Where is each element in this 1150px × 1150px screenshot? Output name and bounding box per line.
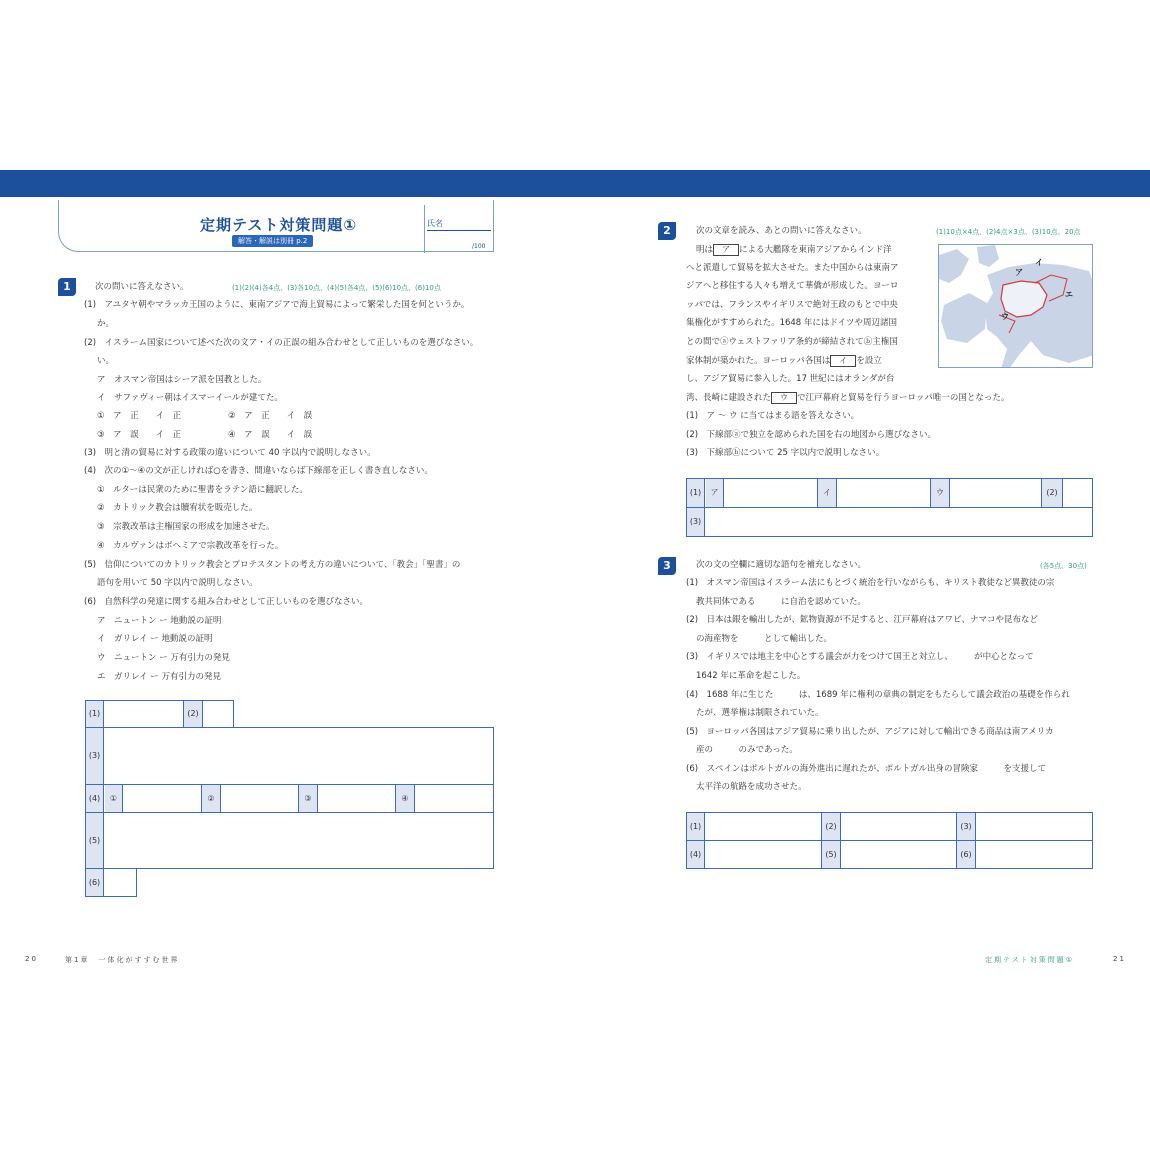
answer-label: (5) bbox=[821, 841, 841, 868]
header-band bbox=[0, 170, 1150, 197]
q1-item: (1) アユタヤ朝やマラッカ王国のように、東南アジアで海上貿易によって繁栄した国を何というか。 bbox=[84, 300, 470, 310]
q2-text-rest: による大艦隊を東南アジアからインド洋 bbox=[739, 245, 892, 255]
answer-field-q1-4-4[interactable] bbox=[416, 785, 493, 812]
q1-item: (6) 自然科学の発達に関する組み合わせとして正しいものを選びなさい。 bbox=[84, 597, 369, 607]
question-number-3: 3 bbox=[658, 557, 676, 575]
q1-item: い。 bbox=[97, 356, 115, 366]
q3-item: の海産物を として輸出した。 bbox=[696, 634, 833, 644]
q2-text-line bbox=[696, 244, 892, 256]
q3-item: (5) ヨーロッパ各国はアジア貿易に乗り出したが、アジアに対して輸出できる商品は南アメリカ bbox=[686, 727, 1054, 737]
q1-points: (1)(2)(4)各4点、(3)各10点、(4)(5)各4点、(5)(6)10点、(6)10点 bbox=[232, 284, 441, 292]
q3-item: (1) オスマン帝国はイスラーム法にもとづく統治を行いながらも、キリスト教徒など異教徒の宗 bbox=[686, 578, 1055, 588]
answer-field-q2-a[interactable] bbox=[725, 479, 817, 507]
q1-instruction: 次の問いに答えなさい。 bbox=[95, 282, 189, 292]
answer-label: (6) bbox=[956, 841, 976, 868]
q1-statement: ④ カルヴァンはボヘミアで宗教改革を行った。 bbox=[97, 541, 284, 551]
q3-item: たが、選挙権は制限されていた。 bbox=[696, 708, 824, 718]
page-number-left: 20 bbox=[25, 955, 38, 963]
q1-choice: エ ガリレイ ー 万有引力の発見 bbox=[97, 672, 221, 682]
q2-text-line: 集権化がすすめられた。1648 年にはドイツや周辺諸国 bbox=[686, 318, 897, 328]
answer-field-q3-6[interactable] bbox=[977, 841, 1092, 868]
answer-field-q3-4[interactable] bbox=[706, 841, 821, 868]
answer-label: (1) bbox=[687, 813, 705, 840]
answer-label: (3) bbox=[687, 508, 705, 536]
map-image bbox=[939, 245, 1093, 368]
answer-label: (4) bbox=[86, 785, 104, 812]
q2-text-line: 家体制が築かれた。ヨーロッパ各国は イ を設立 bbox=[686, 356, 882, 366]
q2-text-line: ッパでは、フランスやイギリスで絶対王政のもとで中央 bbox=[686, 300, 898, 310]
q3-item: 太平洋の航路を成功させた。 bbox=[696, 782, 807, 792]
q1-item: (2) イスラーム国家について述べた次の文ア・イの正誤の組み合わせとして正しいものを選びなさい。 bbox=[84, 338, 479, 348]
blank-i: イ bbox=[830, 355, 856, 367]
answer-field-q1-2[interactable] bbox=[204, 701, 233, 727]
map-label-i: イ bbox=[1035, 258, 1043, 267]
q1-choice: イ ガリレイ ー 地動説の証明 bbox=[97, 634, 213, 644]
answer-label: イ bbox=[817, 479, 837, 507]
q1-item: (5) 信仰についてのカトリック教会とプロテスタントの考え方の違いについて、「教会」「聖書」の bbox=[84, 560, 461, 570]
answer-label: ア bbox=[706, 479, 724, 507]
answer-label: ③ bbox=[298, 785, 318, 812]
answer-field-q3-1[interactable] bbox=[706, 813, 821, 840]
name-input-line[interactable] bbox=[427, 230, 491, 231]
q2-text-line: との間でⓐウェストファリア条約が締結されてⓑ主権国 bbox=[686, 337, 898, 347]
q3-item: (4) 1688 年に生じた は、1689 年に権利の章典の制定をもたらして議会政治の基礎を作られ bbox=[686, 690, 1070, 700]
question-number-2: 2 bbox=[658, 222, 676, 240]
q1-statement: イ サファヴィー朝はイスマーイールが建てた。 bbox=[97, 393, 283, 403]
answer-label: (2) bbox=[821, 813, 841, 840]
q1-item: か。 bbox=[97, 319, 115, 329]
q1-item: 語句を用いて 50 字以内で説明しなさい。 bbox=[97, 578, 258, 588]
answer-field-q1-3[interactable] bbox=[85, 727, 494, 785]
q3-points: (各5点、30点) bbox=[1040, 562, 1087, 570]
answer-label: ② bbox=[201, 785, 221, 812]
answer-field-q3-5[interactable] bbox=[842, 841, 956, 868]
answer-label: (1) bbox=[86, 701, 104, 727]
q1-statement: ③ 宗教改革は主権国家の形成を加速させた。 bbox=[97, 522, 275, 532]
q1-item: (3) 明と清の貿易に対する政策の違いについて 40 字以内で説明しなさい。 bbox=[84, 448, 376, 458]
q1-item: (4) 次の①〜④の文が正しければ○を書き、間違いならば下線部を正しく書き直しなさい。 bbox=[84, 466, 433, 476]
answer-field-q2-2[interactable] bbox=[1064, 479, 1092, 507]
answer-label: (4) bbox=[687, 841, 705, 868]
question-number-1: 1 bbox=[58, 278, 76, 296]
answer-field-q1-4-3[interactable] bbox=[319, 785, 395, 812]
answer-label: (3) bbox=[956, 813, 976, 840]
answer-reference-badge: 解答・解説は別冊 p.2 bbox=[232, 235, 313, 247]
q1-choice: ① ア 正 イ 正 bbox=[97, 411, 182, 421]
answer-field-q3-2[interactable] bbox=[842, 813, 956, 840]
score-label: /100 bbox=[472, 243, 486, 250]
page-title: 定期テスト対策問題① bbox=[200, 216, 358, 234]
q2-text-line: 湾、長崎に建設された ウ で江戸幕府と貿易を行うヨーロッパ唯一の国となった。 bbox=[686, 393, 1010, 403]
q2-text-prefix: 明は bbox=[696, 245, 714, 255]
q2-text-line: し、アジア貿易に参入した。17 世紀にはオランダが台 bbox=[686, 374, 895, 384]
q3-item: 産の のみであった。 bbox=[696, 745, 798, 755]
q2-question: (3) 下線部ⓑについて 25 字以内で説明しなさい。 bbox=[686, 448, 885, 458]
answer-field-q2-i[interactable] bbox=[838, 479, 930, 507]
answer-label: ① bbox=[105, 785, 123, 812]
answer-field-q2-u[interactable] bbox=[951, 479, 1041, 507]
name-label: 氏名 bbox=[427, 219, 443, 228]
answer-label: (3) bbox=[86, 728, 104, 784]
q2-text-line: へと派遣して貿易を拡大させた。また中国からは東南ア bbox=[686, 263, 899, 273]
q3-item: (3) イギリスでは地主を中心とする議会が力をつけて国王と対立し、 が中心となって bbox=[686, 652, 1034, 662]
answer-label: (5) bbox=[86, 813, 104, 868]
q1-choice: ③ ア 誤 イ 正 bbox=[97, 430, 182, 440]
map-label-a: ア bbox=[1015, 268, 1023, 277]
q2-points: (1)10点×4点、(2)4点×3点、(3)10点、20点 bbox=[936, 228, 1081, 236]
answer-label: (1) bbox=[687, 479, 705, 507]
map-label-u: ウ bbox=[1001, 312, 1009, 321]
q1-choice: ④ ア 誤 イ 誤 bbox=[228, 430, 313, 440]
answer-label: (6) bbox=[86, 869, 104, 896]
answer-label: ④ bbox=[395, 785, 415, 812]
q3-instruction: 次の文の空欄に適切な語句を補充しなさい。 bbox=[696, 560, 867, 570]
chapter-title: 第1章 一体化がすすむ世界 bbox=[65, 956, 180, 964]
q1-statement: ア オスマン帝国はシーア派を国教とした。 bbox=[97, 375, 267, 385]
page-number-right: 21 bbox=[1113, 955, 1126, 963]
q2-text-line: ジアへと移住する人々も増えて華僑が形成した。ヨーロ bbox=[686, 281, 899, 291]
q2-instruction: 次の文章を読み、あとの問いに答えなさい。 bbox=[696, 226, 867, 236]
answer-field-q1-4-1[interactable] bbox=[124, 785, 201, 812]
answer-field-q2-3[interactable] bbox=[686, 507, 1093, 537]
answer-label: (2) bbox=[1041, 479, 1063, 507]
answer-field-q3-3[interactable] bbox=[977, 813, 1092, 840]
q2-question: (2) 下線部ⓐで独立を認められた国を右の地図から選びなさい。 bbox=[686, 430, 937, 440]
right-page-title: 定期テスト対策問題① bbox=[985, 956, 1074, 964]
q2-question: (1) ア 〜 ウ に当てはまる語を答えなさい。 bbox=[686, 411, 860, 421]
blank-a: ア bbox=[713, 244, 739, 256]
answer-field-q1-1[interactable] bbox=[105, 701, 183, 727]
europe-map[interactable] bbox=[938, 244, 1093, 368]
map-label-e: エ bbox=[1065, 290, 1073, 299]
q3-item: 1642 年に革命を起こした。 bbox=[696, 671, 806, 681]
answer-field-q1-4-2[interactable] bbox=[222, 785, 298, 812]
answer-field-q1-5[interactable] bbox=[85, 812, 494, 869]
q3-item: (2) 日本は銀を輸出したが、鉱物資源が不足すると、江戸幕府はアワビ、ナマコや昆布など bbox=[686, 615, 1038, 625]
q1-choice: ② ア 正 イ 誤 bbox=[228, 411, 313, 421]
answer-label: ウ bbox=[930, 479, 950, 507]
q1-statement: ② カトリック教会は贖宥状を販売した。 bbox=[97, 503, 258, 513]
q3-item: (6) スペインはポルトガルの海外進出に遅れたが、ポルトガル出身の冒険家 を支援して bbox=[686, 764, 1047, 774]
q1-statement: ① ルターは民衆のために聖書をラテン語に翻訳した。 bbox=[97, 485, 308, 495]
q1-choice: ウ ニュートン ー 万有引力の発見 bbox=[97, 653, 230, 663]
q3-item: 教共同体である に自治を認めていた。 bbox=[696, 597, 867, 607]
answer-label: (2) bbox=[183, 701, 203, 727]
blank-u: ウ bbox=[771, 392, 797, 404]
q1-choice: ア ニュートン ー 地動説の証明 bbox=[97, 616, 222, 626]
